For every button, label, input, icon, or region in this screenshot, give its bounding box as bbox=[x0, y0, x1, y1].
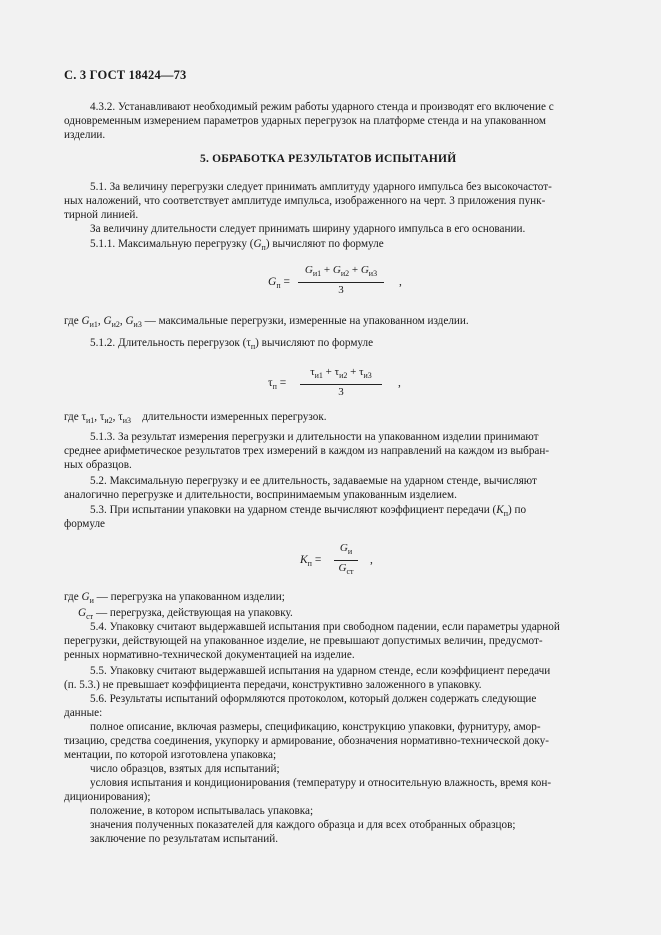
list-item-conditions-line-2: диционирования); bbox=[64, 791, 151, 803]
list-item-conclusion: заключение по результатам испытаний. bbox=[90, 833, 279, 845]
paragraph-5-2-line-1: 5.2. Максимальную перегрузку и ее длительность, задаваемые на ударном стенде, вычисляют bbox=[90, 475, 537, 487]
paragraph-5-1-line-1: 5.1. За величину перегрузки следует принимать амплитуду ударного импульса без высокочастот- bbox=[90, 181, 552, 193]
paragraph-5-4-line-2: перегрузки, действующей на упакованное изделие, не превышают допустимых величин, предусмот- bbox=[64, 635, 543, 647]
paragraph-4-3-2-line-1: 4.3.2. Устанавливают необходимый режим работы ударного стенда и производят его включение с bbox=[90, 101, 554, 113]
paragraph-5-5-line-2: (п. 5.3.) не превышает коэффициента передачи, конструктивно заложенного в упаковку. bbox=[64, 679, 482, 691]
formula-gp-denominator: 3 bbox=[338, 284, 344, 296]
list-item-sample-count: число образцов, взятых для испытаний; bbox=[90, 763, 280, 775]
paragraph-5-4-line-1: 5.4. Упаковку считают выдержавшей испытания при свободном падении, если параметры ударной bbox=[90, 621, 560, 633]
where-gp-line: где $G_{и1}$, $G_{и2}$, $G_{и3}$ — максимальные перегрузки, измеренные на упакованном изделии. bbox=[64, 315, 469, 329]
paragraph-duration-line: За величину длительности следует принимать ширину ударного импульса в его основании. bbox=[90, 223, 526, 235]
list-item-description-line-2: тизацию, средства соединения, укупорку и армирование, обозначения нормативно-технической доку- bbox=[64, 735, 549, 747]
formula-tau-comma: , bbox=[398, 377, 401, 389]
formula-gp-numerator: $G_{и1} + G_{и2} + G_{и3}$ bbox=[304, 264, 378, 278]
formula-tau-denominator: 3 bbox=[338, 386, 344, 398]
paragraph-5-5-line-1: 5.5. Упаковку считают выдержавшей испытания на ударном стенде, если коэффициент передачи bbox=[90, 665, 551, 677]
formula-gp-lhs: $G_п$ = bbox=[268, 276, 290, 290]
formula-kp-fraction-bar bbox=[334, 560, 358, 561]
paragraph-5-1-1: 5.1.1. Максимальную перегрузку $(G_п)$ вычисляют по формуле bbox=[90, 238, 384, 252]
paragraph-5-1-3-line-1: 5.1.3. За результат измерения перегрузки и длительности на упакованном изделии принимают bbox=[90, 431, 539, 443]
paragraph-5-1-3-line-3: ных образцов. bbox=[64, 459, 132, 471]
formula-tau-fraction-bar bbox=[300, 384, 382, 385]
paragraph-5-3-line-2: формуле bbox=[64, 518, 105, 530]
list-item-values: значения полученных показателей для каждого образца и для всех отобранных образцов; bbox=[90, 819, 516, 831]
paragraph-5-6-line-2: данные: bbox=[64, 707, 103, 719]
formula-gp-comma: , bbox=[399, 276, 402, 288]
formula-kp-lhs: $K_п$ = bbox=[300, 554, 322, 568]
paragraph-5-4-line-3: ренных нормативно-технической документацией на изделие. bbox=[64, 649, 355, 661]
paragraph-5-2-line-2: аналогично перегрузке и длительности, воспринимаемым упакованным изделием. bbox=[64, 489, 457, 501]
section-5-title: 5. ОБРАБОТКА РЕЗУЛЬТАТОВ ИСПЫТАНИЙ bbox=[200, 153, 457, 165]
page-header: С. 3 ГОСТ 18424—73 bbox=[64, 68, 187, 82]
list-item-position: положение, в котором испытывалась упаковка; bbox=[90, 805, 314, 817]
paragraph-4-3-2-line-2: одновременным измерением параметров ударных перегрузок на платформе стенда и на упакованном bbox=[64, 115, 546, 127]
formula-tau-numerator: $\tau_{и1} + \tau_{и2} + \tau_{и3}$ bbox=[310, 366, 372, 380]
paragraph-5-1-line-2: ных наложений, что соответствует амплитуде импульса, изображенного на черт. 3 приложения пунк- bbox=[64, 195, 546, 207]
where-tau-line: где $\tau_{и1}$, $\tau_{и2}$, $\tau_{и3}$ длительности измеренных перегрузок. bbox=[64, 411, 327, 425]
formula-gp-fraction-bar bbox=[298, 282, 384, 283]
paragraph-5-3-line-1: 5.3. При испытании упаковки на ударном стенде вычисляют коэффициент передачи $(K_п)$ по bbox=[90, 504, 527, 518]
paragraph-5-1-2: 5.1.2. Длительность перегрузок $(\tau_п)$ вычисляют по формуле bbox=[90, 337, 374, 351]
list-item-description-line-3: ментации, по которой изготовлена упаковка; bbox=[64, 749, 277, 761]
formula-kp-denominator: $G_{ст}$ bbox=[338, 562, 354, 576]
where-gi-line: где $G_и$ — перегрузка на упакованном изделии; bbox=[64, 591, 285, 605]
formula-kp-comma: , bbox=[370, 554, 373, 566]
list-item-description-line-1: полное описание, включая размеры, спецификацию, конструкцию упаковки, фурнитуру, амор- bbox=[90, 721, 541, 733]
paragraph-5-6-line-1: 5.6. Результаты испытаний оформляются протоколом, который должен содержать следующие bbox=[90, 693, 537, 705]
list-item-conditions-line-1: условия испытания и кондиционирования (температуру и относительную влажность, время кон- bbox=[90, 777, 552, 789]
paragraph-5-1-3-line-2: среднее арифметическое результатов трех измерений в каждом из направлений на каждом из выбран- bbox=[64, 445, 550, 457]
paragraph-4-3-2-line-3: изделии. bbox=[64, 129, 106, 141]
where-gct-line: $G_{ст}$ — перегрузка, действующая на упаковку. bbox=[78, 607, 293, 621]
paragraph-5-1-line-3: тирной линией. bbox=[64, 209, 139, 221]
formula-tau-lhs: $\tau_п$ = bbox=[268, 377, 287, 391]
formula-kp-numerator: $G_и$ bbox=[339, 542, 353, 556]
